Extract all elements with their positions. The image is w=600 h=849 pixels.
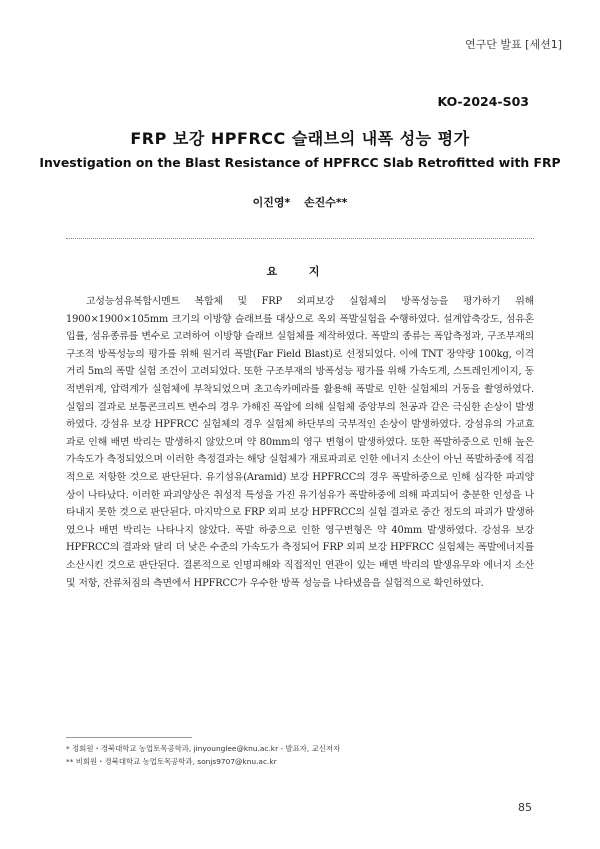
footnotes <box>66 743 534 768</box>
authors: 이진영* 손진수** <box>252 196 348 209</box>
page-number: 85 <box>518 801 532 814</box>
dotted-divider <box>66 238 534 239</box>
paper-id: KO-2024-S03 <box>437 94 529 109</box>
abstract-body <box>66 293 534 592</box>
abstract-text: 고성능섬유복합시멘트 복합체 및 FRP 외피보강 실험체의 방폭성능을 평가하기 위해 1900×1900×105mm 크기의 이방향 슬래브를 대상으로 옥외 폭발실험을 수행하였다. 설계압축강도, 섬유혼입률, 섬유종류를 변수로 고려하여 이방향 슬래브 실험체를 제작하였다. 폭발의 종류는 폭압측정과, 구조부재의 구조적 방폭성능의 평가를 위해 원거리 폭발(Far Field Blast)로 선정되었다. 이에 TNT 장약량 100kg, 이격거리 5m의 폭발 실험 조건이 고려되었다. 또한 구조부재의 방폭성능 평가를 위해 가속도계, 스트레인게이지, 동적변위계, 압력계가 실험체에 부착되었으며 초고속카메라를 활용해 폭발로 인한 실험체의 거동을 촬영하였다. 실험의 결과로 보통콘크리트 변수의 경우 가해진 폭압에 의해 실험체 중앙부의 천공과 같은 극심한 손상이 발생하였다. 강섬유 보강 HPFRCC 실험체의 경우 실험체 하단부의 국부적인 손상이 발생하였다. 강섬유의 가교효과로 인해 배면 박리는 발생하지 않았으며 약 80mm의 영구 변형이 발생하였다. 또한 폭발하중으로 인해 높은 가속도가 측정되었으며 이러한 측정결과는 해당 실험체가 재료파괴로 인한 에너지 소산이 아닌 폭발하중에 직접적으로 저항한 것으로 판단된다. 유기섬유(Aramid) 보강 HPFRCC의 경우 폭발하중으로 인해 심각한 파괴양상이 나타났다. 이러한 파괴양상은 취성적 특성을 가진 유기섬유가 폭발하중에 의해 파괴되어 충분한 인성을 나타내지 못한 것으로 판단된다. 마지막으로 FRP 외피 보강 HPFRCC의 실험 결과로 중간 정도의 파괴가 발생하였으나 배면 박리는 나타나지 않았다. 폭발 하중으로 인한 영구변형은 약 40mm 발생하였다. 강섬유 보강 HPFRCC의 결과와 달리 더 낮은 수준의 가속도가 측정되어 FRP 외피 보강 HPFRCC 실험체는 폭발에너지를 소산시킨 것으로 판단된다. 결론적으로 인명피해와 직접적인 연관이 있는 배면 박리의 발생유무와 에너지 소산 및 저항, 잔류처짐의 측면에서 HPFRCC가 우수한 방폭 성능을 나타냈음을 실험적으로 확인하였다. <box>66 296 534 589</box>
footnote-2: ** 비회원・경북대학교 농업토목공학과, sonjs9707@knu.ac.kr <box>66 756 277 766</box>
session-label: 연구단 발표 [세션1] <box>465 38 562 51</box>
korean-title: FRP 보강 HPFRCC 슬래브의 내폭 성능 평가 <box>130 129 470 148</box>
english-title: Investigation on the Blast Resistance of HPFRCC Slab Retrofitted with FRP <box>39 155 561 170</box>
footnote-divider <box>66 737 192 738</box>
abstract-heading: 요 지 <box>266 265 334 278</box>
footnote-1: * 정회원・경북대학교 농업토목공학과, jinyounglee@knu.ac.kr - 발표자, 교신저자 <box>66 744 341 753</box>
